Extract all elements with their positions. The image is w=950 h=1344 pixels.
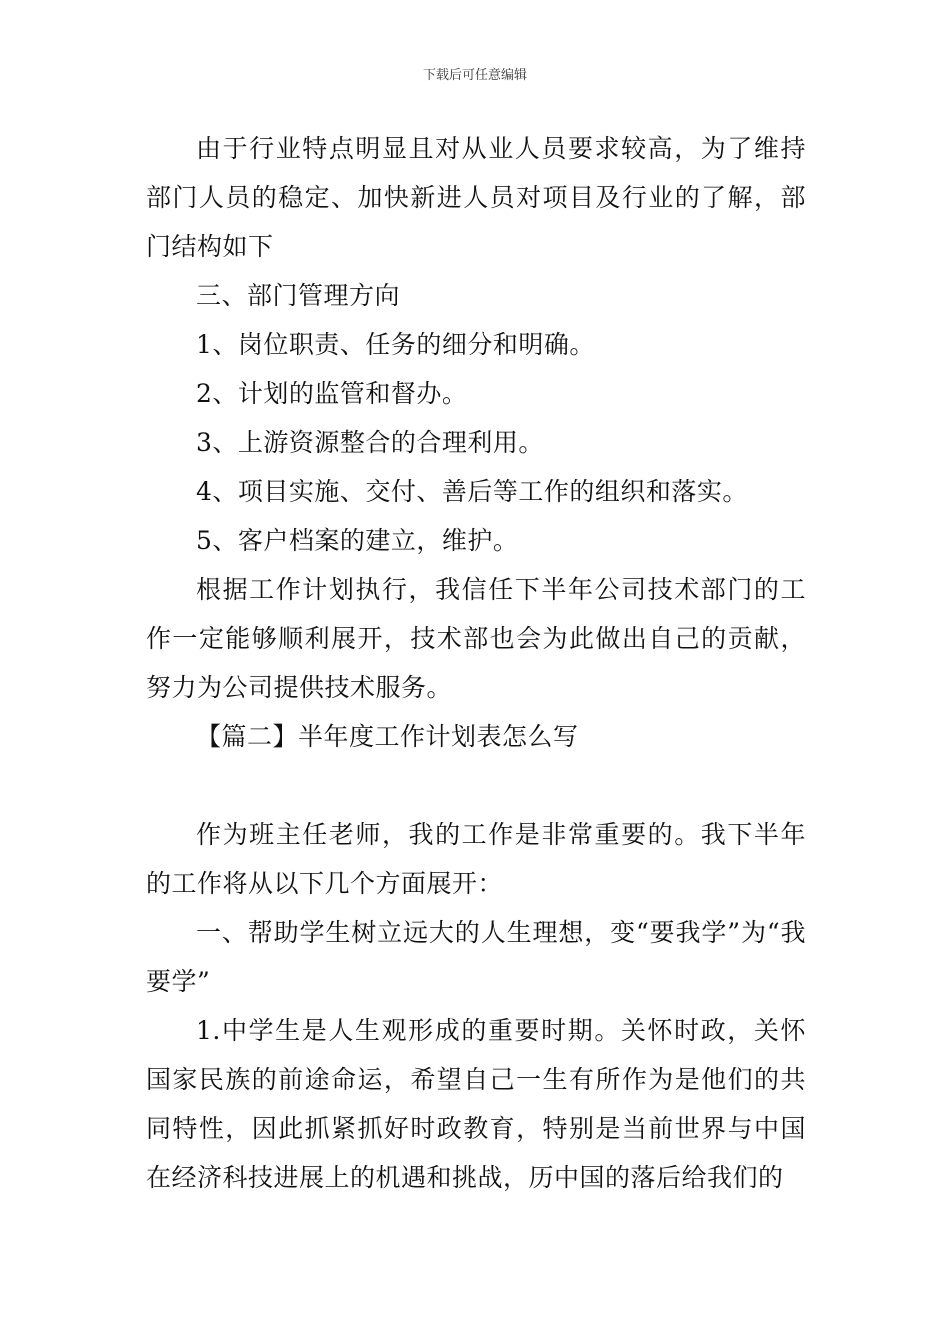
paragraph-point-1: 1.中学生是人生观形成的重要时期。关怀时政，关怀国家民族的前途命运，希望自己一生有所作为是他们的共同特性，因此抓紧抓好时政教育，特别是当前世界与中国在经济科技进展上的机遇和挑战，历中国的落后给我们的 [146, 1016, 806, 1192]
paragraph-department-structure: 由于行业特点明显且对从业人员要求较高，为了维持部门人员的稳定、加快新进人员对项目及行业的了解，部门结构如下 [146, 134, 806, 261]
heading-management-direction: 三、部门管理方向 [196, 281, 401, 310]
section-title: 【篇二】半年度工作计划表怎么写 [196, 722, 579, 751]
heading-life-ideals: 一、帮助学生树立远大的人生理想，变“要我学”为“我要学” [146, 918, 806, 996]
document-body [146, 124, 806, 1202]
list-item: 5、客户档案的建立，维护。 [196, 526, 519, 555]
list-item: 2、计划的监管和督办。 [196, 379, 468, 408]
blank-line [146, 761, 806, 810]
list-item: 4、项目实施、交付、善后等工作的组织和落实。 [196, 477, 748, 506]
list-item: 3、上游资源整合的合理利用。 [196, 428, 544, 457]
paragraph-intro: 作为班主任老师，我的工作是非常重要的。我下半年的工作将从以下几个方面展开： [146, 820, 806, 898]
list-item: 1、岗位职责、任务的细分和明确。 [196, 330, 595, 359]
paragraph-conclusion: 根据工作计划执行，我信任下半年公司技术部门的工作一定能够顺利展开，技术部也会为此做出自己的贡献，努力为公司提供技术服务。 [146, 575, 806, 702]
page-header-note: 下载后可任意编辑 [422, 68, 527, 83]
